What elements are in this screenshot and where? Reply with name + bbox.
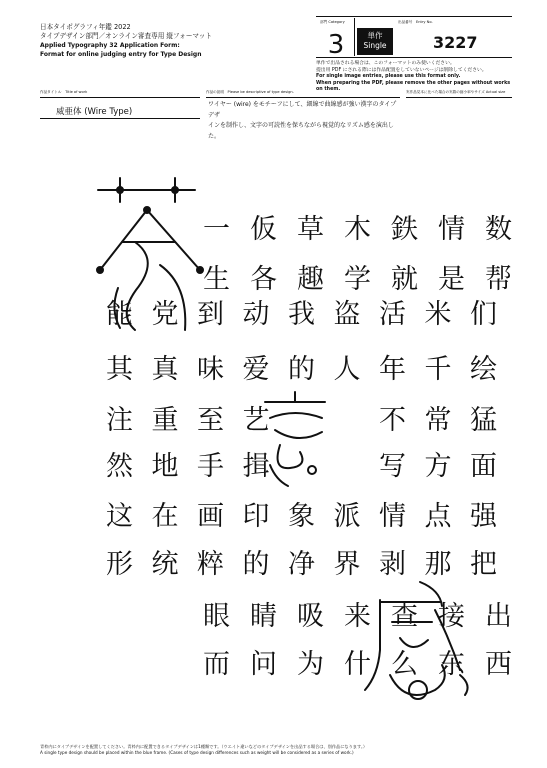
specimen-glyph: 手	[197, 451, 224, 482]
specimen-glyph: 强	[470, 501, 497, 532]
specimen-glyph: 重	[151, 405, 179, 436]
specimen-glyph: 然	[106, 451, 133, 482]
entry-number-label: 出品番号 Entry No.	[398, 20, 433, 24]
specimen-glyph: 就	[391, 264, 418, 295]
header-subtitle-jp: タイプデザイン部門／オンライン審査専用 縦フォーマット	[40, 32, 212, 40]
specimen-glyph: 把	[470, 549, 497, 580]
specimen-glyph: 形	[106, 549, 133, 580]
specimen-glyph: 画	[197, 501, 224, 532]
specimen-glyph: 方	[424, 451, 452, 482]
specimen-glyph: 点	[424, 501, 452, 532]
specimen-glyph: 情	[438, 214, 465, 245]
header-title-en-1: Applied Typography 32 Application Form:	[40, 42, 180, 49]
specimen-glyph: 到	[197, 299, 224, 330]
header-bottom-rule	[316, 57, 512, 58]
specimen-glyph: 出	[485, 601, 512, 632]
specimen-glyph: 一	[203, 214, 230, 245]
glyph-grid	[40, 170, 510, 730]
footer-jp: 青枠内にタイプデザインを配置してください。青枠内に配置できるタイプデザインは1種類です。（ウエイト違いなどのタイプデザインを出品する場合は、別作品になります。）	[40, 744, 368, 749]
entry-number: 3227	[433, 33, 478, 52]
specimen-glyph: 而	[203, 649, 230, 680]
entry-type-badge	[357, 28, 393, 55]
specimen-glyph: 为	[297, 649, 324, 680]
specimen-glyph: 接	[438, 601, 465, 632]
specimen-glyph: 么	[391, 649, 418, 680]
specimen-glyph: 来	[344, 601, 371, 632]
header-title-jp: 日本タイポグラフィ年鑑 2022	[40, 23, 131, 31]
specimen-glyph: 年	[379, 354, 406, 385]
specimen-glyph: 生	[203, 264, 230, 295]
specimen-glyph: 各	[250, 264, 277, 295]
entry-type-jp: 単作	[367, 31, 383, 40]
instruction-en-1: For single image entries, please use this format only.	[316, 74, 461, 80]
footer-en: A single type design should be placed within the blue frame. (Cases of type design differences such as weight will be considered as a series of work.)	[40, 750, 354, 755]
specimen-glyph: 界	[333, 549, 361, 580]
header-title-en-2: Format for online judging entry for Type Design	[40, 51, 202, 58]
specimen-glyph: 仮	[250, 214, 277, 245]
specimen-glyph: 学	[344, 264, 371, 295]
specimen-glyph: 是	[438, 264, 465, 295]
instruction-en-2: When preparing the PDF, please remove the other pages without works on them.	[316, 80, 511, 93]
specimen-glyph: 查	[391, 601, 418, 632]
specimen-glyph: 的	[288, 354, 315, 385]
actual-size-label: 実作品見本に比べた場合の実際の縮小率やサイズ Actual size	[406, 90, 506, 94]
specimen-glyph: 的	[242, 549, 270, 580]
specimen-glyph: 味	[197, 354, 224, 385]
specimen-glyph: 这	[106, 501, 133, 532]
specimen-glyph: 统	[151, 549, 179, 580]
specimen-glyph: 千	[424, 354, 452, 385]
specimen-glyph: 活	[379, 299, 406, 330]
specimen-glyph: 我	[288, 299, 315, 330]
title-rule-bottom	[40, 118, 200, 119]
entry-type-en: Single	[363, 41, 387, 50]
specimen-glyph: 睛	[250, 601, 277, 632]
header-top-rule	[316, 16, 512, 17]
specimen-glyph: 粹	[197, 549, 224, 580]
form-header	[40, 23, 290, 59]
specimen-glyph: 剥	[379, 549, 406, 580]
specimen-glyph: 党	[151, 299, 179, 330]
specimen-glyph: 在	[151, 501, 179, 532]
specimen-glyph: 写	[379, 451, 406, 482]
specimen-glyph: 不	[379, 405, 406, 436]
specimen-glyph: 盗	[333, 299, 361, 330]
work-title: 威亜体 (Wire Type)	[56, 107, 133, 117]
specimen-glyph: 草	[297, 214, 324, 245]
category-number: 3	[327, 30, 345, 60]
description-rule-top	[206, 97, 400, 98]
title-rule-top	[40, 97, 200, 98]
form-footer	[40, 744, 510, 756]
description-label: 作品の説明 Please be descriptive of type design.	[206, 90, 294, 94]
specimen-glyph: 动	[242, 299, 270, 330]
description-line-1: ワイヤー (wire) をモチーフにして、細線で曲線感が強い漢字のタイプデザ	[208, 101, 397, 119]
specimen-glyph: 东	[438, 649, 465, 680]
specimen-glyph: 数	[485, 214, 512, 245]
specimen-glyph: 鉄	[391, 214, 418, 245]
specimen-glyph: 面	[470, 451, 497, 482]
specimen-glyph: 什	[344, 649, 371, 680]
specimen-glyph: 爱	[242, 354, 270, 385]
specimen-glyph: 派	[333, 501, 361, 532]
specimen-glyph: 真	[151, 354, 179, 385]
specimen-glyph: 问	[250, 649, 277, 680]
description-line-2: インを制作し、文字の可読性を保ちながら視覚的なリズム感を演出した。	[208, 122, 394, 140]
specimen-glyph: 能	[106, 299, 133, 330]
actual-size-rule-top	[406, 97, 512, 98]
specimen-glyph: 情	[379, 501, 406, 532]
specimen-glyph: 猛	[470, 405, 497, 436]
work-description	[208, 100, 398, 142]
specimen-glyph: 注	[106, 405, 133, 436]
specimen-glyph: 木	[344, 214, 371, 245]
specimen-glyph: 常	[424, 405, 452, 436]
specimen-glyph: 眼	[203, 601, 230, 632]
specimen-glyph: 帮	[485, 264, 512, 295]
header-divider	[354, 18, 355, 56]
specimen-glyph: 绘	[470, 354, 497, 385]
instruction-jp-1: 単作で出品される場合は、このフォーマットのみ使いください。	[316, 61, 455, 66]
specimen-glyph: 印	[242, 501, 270, 532]
title-of-work-label: 作品タイトル Title of work	[40, 90, 88, 94]
specimen-glyph: 人	[333, 354, 361, 385]
category-label: 部門 Category	[320, 20, 345, 24]
specimen-glyph: 象	[288, 501, 315, 532]
specimen-glyph: 揖	[242, 451, 270, 482]
specimen-glyph: 吸	[297, 601, 324, 632]
specimen-glyph: 至	[197, 405, 224, 436]
instruction-jp-2: 提出用 PDF にされる際には作品配置をしていないページは削除してください。	[316, 67, 487, 73]
specimen-glyph: 西	[485, 649, 512, 680]
specimen-glyph: 净	[288, 549, 315, 580]
specimen-glyph: 米	[424, 299, 452, 330]
specimen-glyph: 们	[470, 299, 497, 330]
specimen-glyph: 艺	[242, 405, 270, 436]
specimen-glyph: 其	[106, 354, 133, 385]
specimen-glyph: 趣	[297, 264, 324, 295]
specimen-glyph: 地	[151, 451, 179, 482]
specimen-glyph: 那	[424, 549, 452, 580]
